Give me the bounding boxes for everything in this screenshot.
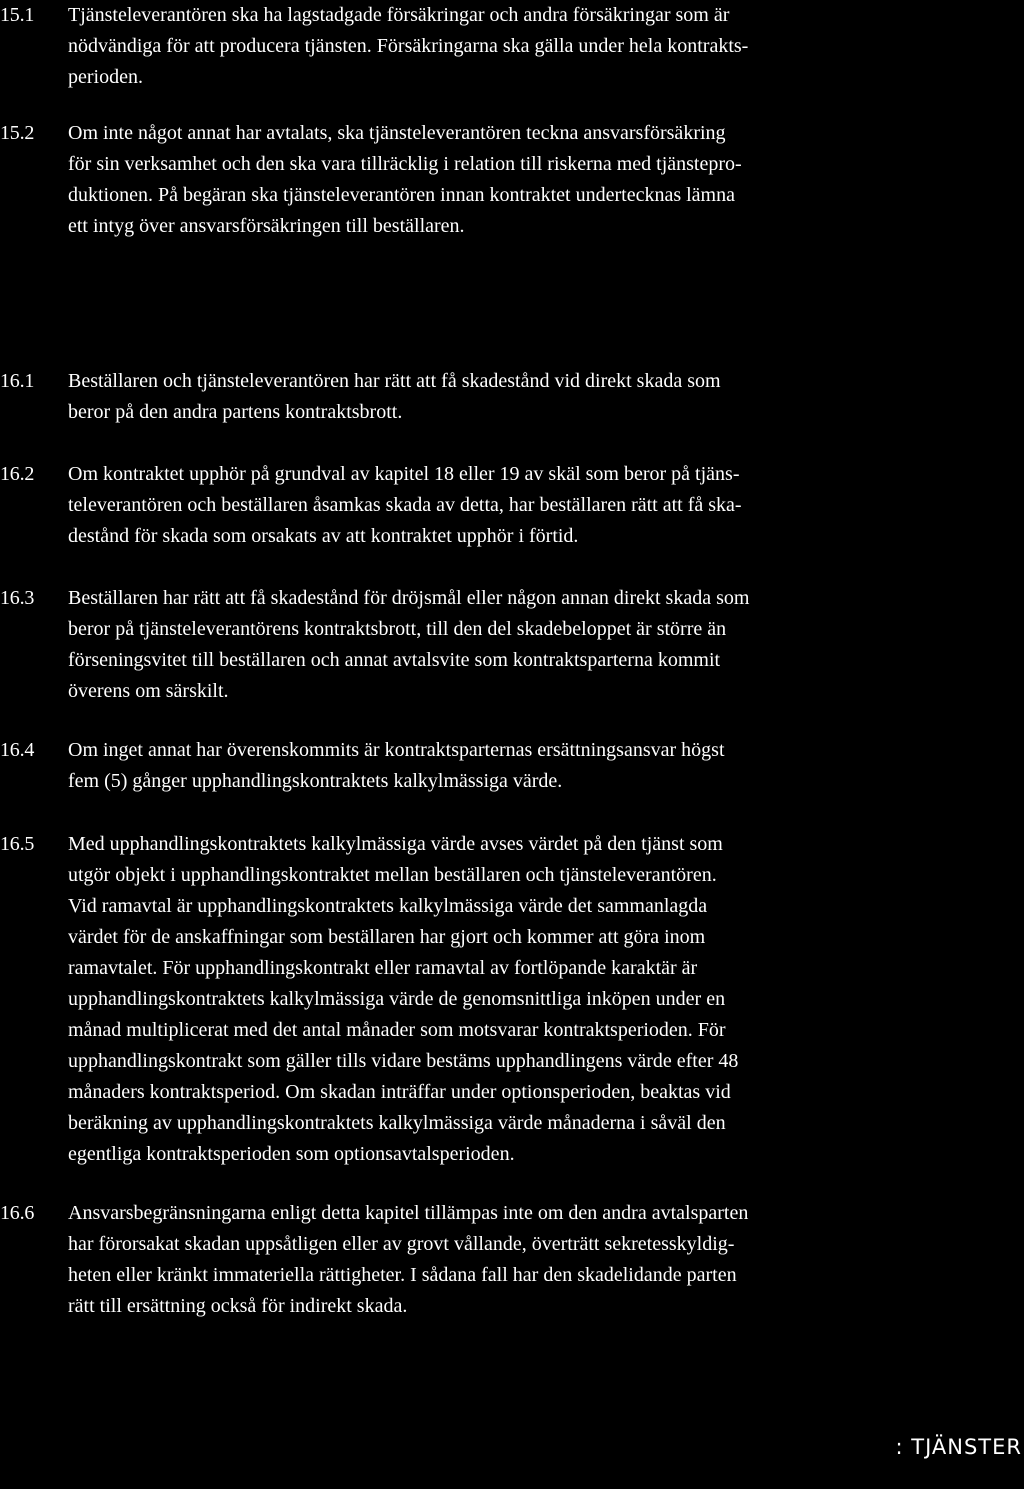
text-line: nödvändiga för att producera tjänsten. Försäkringarna ska gälla under hela kontrakts- — [68, 35, 749, 57]
text-line: Ansvarsbegränsningarna enligt detta kapitel tillämpas inte om den andra avtalsparten — [68, 1202, 749, 1224]
text-line: överens om särskilt. — [68, 680, 229, 702]
text-line: heten eller kränkt immateriella rättigheter. I sådana fall har den skadelidande parten — [68, 1264, 737, 1286]
text-line: Tjänsteleverantören ska ha lagstadgade försäkringar och andra försäkringar som är — [68, 4, 730, 26]
clause-number: 15.2 — [0, 122, 35, 144]
text-line: perioden. — [68, 66, 143, 88]
text-line: rätt till ersättning också för indirekt skada. — [68, 1295, 408, 1317]
clause-text — [68, 0, 896, 93]
clause-number: 16.2 — [0, 463, 35, 485]
text-line: Vid ramavtal är upphandlingskontraktets kalkylmässiga värde det sammanlagda — [68, 895, 708, 917]
clause-text — [68, 735, 896, 797]
text-line: egentliga kontraktsperioden som optionsavtalsperioden. — [68, 1143, 515, 1165]
clause-number: 16.4 — [0, 739, 35, 761]
text-line: upphandlingskontraktets kalkylmässiga värde de genomsnittliga inköpen under en — [68, 988, 726, 1010]
text-line: Med upphandlingskontraktets kalkylmässiga värde avses värdet på den tjänst som — [68, 833, 723, 855]
text-line: har förorsakat skadan uppsåtligen eller av grovt vållande, överträtt sekretesskyldig- — [68, 1233, 735, 1255]
footer-section-label: : TJÄNSTER — [895, 1435, 1022, 1459]
text-line: månaders kontraktsperiod. Om skadan inträffar under optionsperioden, beaktas vid — [68, 1081, 731, 1103]
text-line: ett intyg över ansvarsförsäkringen till beställaren. — [68, 215, 465, 237]
clause-text — [68, 118, 896, 242]
clause-text — [68, 459, 896, 552]
text-line: fem (5) gånger upphandlingskontraktets kalkylmässiga värde. — [68, 770, 563, 792]
clause-number: 16.5 — [0, 833, 35, 855]
clause-text — [68, 583, 896, 707]
text-line: beräkning av upphandlingskontraktets kalkylmässiga värde månaderna i såväl den — [68, 1112, 726, 1134]
text-line: destånd för skada som orsakats av att kontraktet upphör i förtid. — [68, 525, 579, 547]
text-line: duktionen. På begäran ska tjänsteleverantören innan kontraktet undertecknas lämna — [68, 184, 735, 206]
clause-number: 16.6 — [0, 1202, 35, 1224]
text-line: Beställaren har rätt att få skadestånd för dröjsmål eller någon annan direkt skada som — [68, 587, 750, 609]
clause-number: 15.1 — [0, 4, 35, 26]
text-line: beror på den andra partens kontraktsbrott. — [68, 401, 403, 423]
text-line: Om kontraktet upphör på grundval av kapitel 18 eller 19 av skäl som beror på tjäns- — [68, 463, 740, 485]
text-line: Om inget annat har överenskommits är kontraktsparternas ersättningsansvar högst — [68, 739, 725, 761]
clause-number: 16.3 — [0, 587, 35, 609]
text-line: värdet för de anskaffningar som beställaren har gjort och kommer att göra inom — [68, 926, 706, 948]
text-line: månad multiplicerat med det antal månader som motsvarar kontraktsperioden. För — [68, 1019, 726, 1041]
clause-text — [68, 366, 896, 428]
text-line: för sin verksamhet och den ska vara tillräcklig i relation till riskerna med tjänstepro- — [68, 153, 742, 175]
text-line: förseningsvitet till beställaren och annat avtalsvite som kontraktsparterna kommit — [68, 649, 721, 671]
text-line: Om inte något annat har avtalats, ska tjänsteleverantören teckna ansvarsförsäkring — [68, 122, 726, 144]
text-line: Beställaren och tjänsteleverantören har rätt att få skadestånd vid direkt skada som — [68, 370, 721, 392]
text-line: upphandlingskontrakt som gäller tills vidare bestäms upphandlingens värde efter 48 — [68, 1050, 739, 1072]
text-line: ramavtalet. För upphandlingskontrakt eller ramavtal av fortlöpande karaktär är — [68, 957, 698, 979]
text-line: beror på tjänsteleverantörens kontraktsbrott, till den del skadebeloppet är större än — [68, 618, 727, 640]
text-line: televerantören och beställaren åsamkas skada av detta, har beställaren rätt att få ska- — [68, 494, 742, 516]
clause-number: 16.1 — [0, 370, 35, 392]
text-line: utgör objekt i upphandlingskontraktet mellan beställaren och tjänsteleverantören. — [68, 864, 717, 886]
clause-text — [68, 829, 896, 1170]
clause-text — [68, 1198, 896, 1322]
